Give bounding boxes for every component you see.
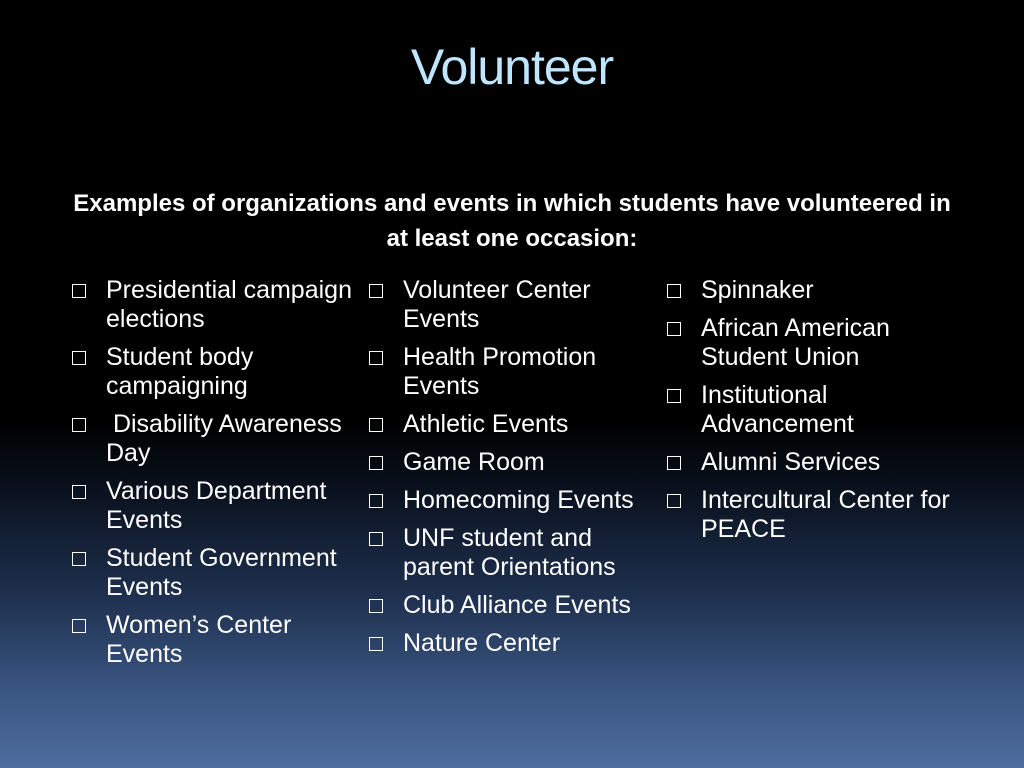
list-item [369,276,664,334]
square-bullet-icon [667,322,681,336]
list-item-text: Nature Center [403,629,561,657]
bullet-column-1 [72,276,367,678]
list-item-text: Volunteer Center Events [403,276,598,333]
list-item [667,486,967,544]
list-item [72,611,367,669]
list-item [369,486,664,515]
list-item-text: Club Alliance Events [403,591,631,619]
list-item [369,448,664,477]
list-item [369,343,664,401]
list-item [72,276,367,334]
list-item [72,477,367,535]
bullet-column-3 [667,276,967,553]
list-item-text: Spinnaker [701,276,814,304]
list-item [667,381,967,439]
list-item-text: Women’s Center Events [106,611,299,668]
square-bullet-icon [667,494,681,508]
list-item-text: Intercultural Center for PEACE [701,486,957,543]
list-item-text: Institutional Advancement [701,381,854,438]
list-item-text: African American Student Union [701,314,897,371]
square-bullet-icon [667,389,681,403]
square-bullet-icon [72,418,86,432]
square-bullet-icon [72,552,86,566]
list-item-text: Health Promotion Events [403,343,604,400]
bullet-column-2 [369,276,664,667]
square-bullet-icon [667,456,681,470]
list-item [369,591,664,620]
square-bullet-icon [667,284,681,298]
list-item [369,410,664,439]
square-bullet-icon [369,494,383,508]
square-bullet-icon [369,456,383,470]
list-item-text: Homecoming Events [403,486,634,514]
square-bullet-icon [369,599,383,613]
list-item-text: Presidential campaign elections [106,276,359,333]
square-bullet-icon [369,532,383,546]
square-bullet-icon [369,351,383,365]
list-item [369,524,664,582]
square-bullet-icon [369,284,383,298]
list-item-text: UNF student and parent Orientations [403,524,616,581]
square-bullet-icon [72,485,86,499]
list-item-text: Various Department Events [106,477,334,534]
list-item [667,276,967,305]
list-item-text: Alumni Services [701,448,881,476]
list-item [369,629,664,658]
list-item-text: Game Room [403,448,545,476]
list-item [667,448,967,477]
list-item [72,544,367,602]
square-bullet-icon [369,418,383,432]
list-item-text: Athletic Events [403,410,569,438]
square-bullet-icon [72,619,86,633]
list-item [72,410,367,468]
square-bullet-icon [369,637,383,651]
slide-subtitle: Examples of organizations and events in which students have volunteered in at least one occasion: [73,190,951,252]
list-item-text: Student Government Events [106,544,344,601]
list-item [72,343,367,401]
list-item [667,314,967,372]
list-item-text: Student body campaigning [106,343,261,400]
square-bullet-icon [72,351,86,365]
slide-title: Volunteer [410,39,614,95]
list-item-text: Disability Awareness Day [106,410,349,467]
square-bullet-icon [72,284,86,298]
